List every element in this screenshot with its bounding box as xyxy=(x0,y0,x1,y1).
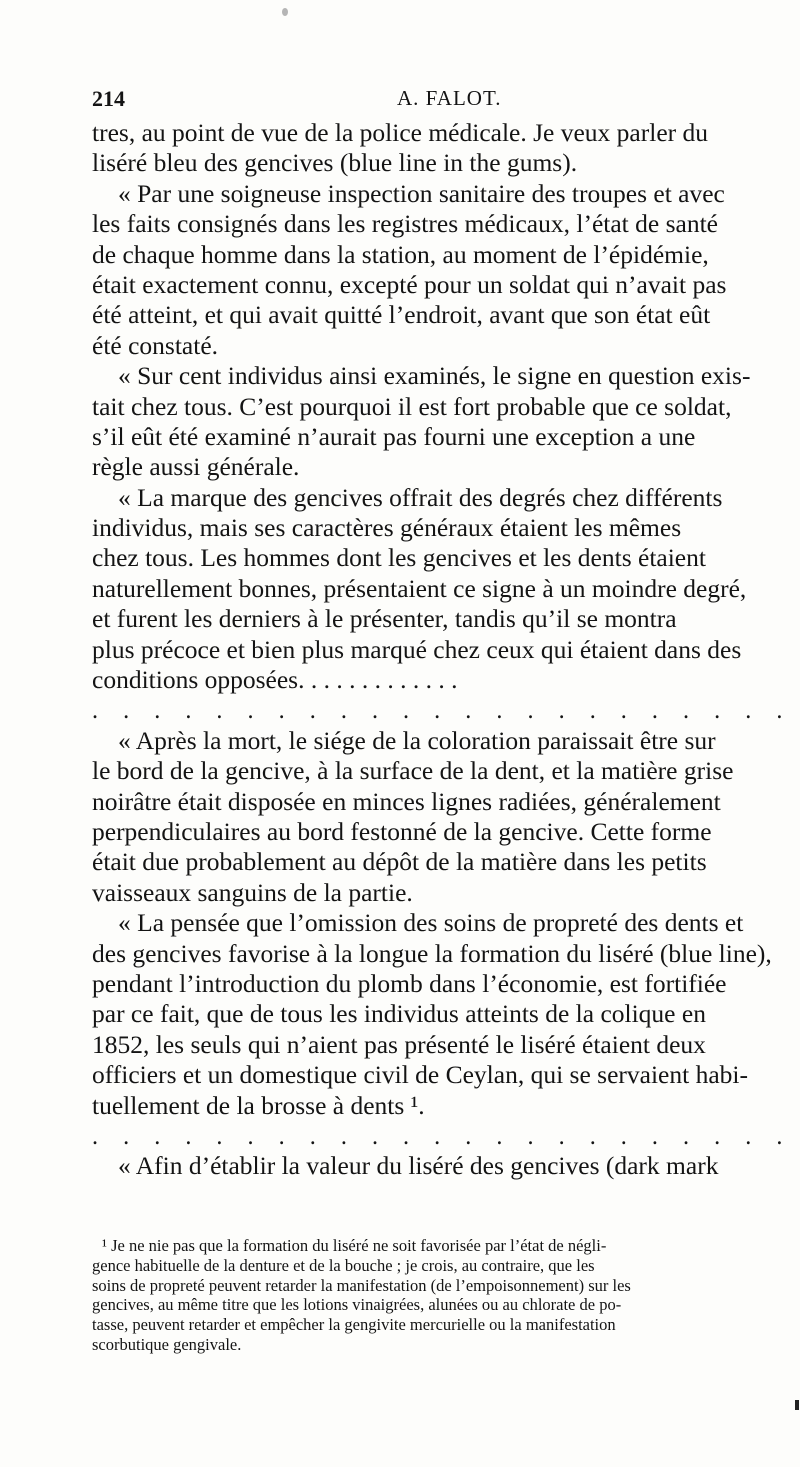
text-line: de chaque homme dans la station, au moment de l’épidémie, xyxy=(92,239,709,269)
ellipsis-line: . . . . . . . . . . . . . . . . . . . . . . . xyxy=(92,695,792,725)
text-line: « Sur cent individus ainsi examinés, le signe en question exis- xyxy=(118,361,751,391)
running-head: A. FALOT. xyxy=(397,86,502,110)
text-line: plus précoce et bien plus marqué chez ceux qui étaient dans des xyxy=(92,634,742,664)
footnote-line: gence habituelle de la denture et de la bouche ; je crois, au contraire, que les xyxy=(92,1255,595,1275)
text-line: officiers et un domestique civil de Ceylan, qui se servaient habi- xyxy=(92,1060,748,1090)
text-line: tuellement de la brosse à dents ¹. xyxy=(92,1090,425,1120)
text-line: naturellement bonnes, présentaient ce signe à un moindre degré, xyxy=(92,573,747,603)
footnote-line: ¹ Je ne nie pas que la formation du liséré ne soit favorisée par l’état de négli- xyxy=(102,1236,607,1255)
text-line: était due probablement au dépôt de la matière dans les petits xyxy=(92,847,707,877)
text-line: tres, au point de vue de la police médicale. Je veux parler du xyxy=(92,118,709,147)
text-line: perpendiculaires au bord festonné de la gencive. Cette forme xyxy=(92,816,712,846)
text-line: « Par une soigneuse inspection sanitaire des troupes et avec xyxy=(118,178,725,208)
text-line: liséré bleu des gencives (blue line in the gums). xyxy=(92,148,578,178)
text-line: noirâtre était disposée en minces lignes radiées, généralement xyxy=(92,786,721,816)
text-line: « La marque des gencives offrait des degrés chez différents xyxy=(118,482,723,512)
text-line: conditions opposées. . . . . . . . . . . . . xyxy=(92,665,458,695)
footnote-line: soins de propreté peuvent retarder la manifestation (de l’empoisonnement) sur les xyxy=(92,1275,631,1295)
text-line: chez tous. Les hommes dont les gencives et les dents étaient xyxy=(92,543,706,573)
footnote-line: tasse, peuvent retarder et empêcher la gengivite mercurielle ou la manifestation xyxy=(92,1315,616,1335)
text-line: par ce fait, que de tous les individus atteints de la colique en xyxy=(92,999,706,1029)
footnote-line: gencives, au même titre que les lotions vinaigrées, alunées ou au chlorate de po- xyxy=(92,1295,622,1315)
text-line: « Afin d’établir la valeur du liséré des gencives (dark mark xyxy=(118,1151,719,1181)
text-line: été constaté. xyxy=(92,330,219,360)
text-line: été atteint, et qui avait quitté l’endroit, avant que son état eût xyxy=(92,300,711,330)
text-line: et furent les derniers à le présenter, tandis qu’il se montra xyxy=(92,604,677,634)
edge-ink-mark xyxy=(795,1400,799,1410)
text-line: individus, mais ses caractères généraux étaient les mêmes xyxy=(92,513,682,543)
footnotes xyxy=(92,1236,782,1355)
text-line: 1852, les seuls qui n’aient pas présenté le liséré étaient deux xyxy=(92,1029,706,1059)
text-line: le bord de la gencive, à la surface de la dent, et la matière grise xyxy=(92,756,734,786)
text-line: vaisseaux sanguins de la partie. xyxy=(92,877,413,907)
text-line: les faits consignés dans les registres médicaux, l’état de santé xyxy=(92,209,718,239)
text-line: était exactement connu, excepté pour un soldat qui n’avait pas xyxy=(92,269,727,299)
page-header xyxy=(92,82,782,114)
page-number: 214 xyxy=(92,86,125,111)
text-line: « Après la mort, le siége de la coloration paraissait être sur xyxy=(118,725,716,755)
text-line: « La pensée que l’omission des soins de propreté des dents et xyxy=(118,908,744,938)
ellipsis-line: . . . . . . . . . . . . . . . . . . . . . . . xyxy=(92,1120,792,1150)
text-line: pendant l’introduction du plomb dans l’économie, est fortifiée xyxy=(92,968,727,998)
text-line: des gencives favorise à la longue la formation du liséré (blue line), xyxy=(92,938,772,968)
footnote-line: scorbutique gengivale. xyxy=(92,1334,242,1354)
text-line: tait chez tous. C’est pourquoi il est fort probable que ce soldat, xyxy=(92,391,732,421)
text-line: règle aussi générale. xyxy=(92,452,300,482)
text-line: s’il eût été examiné n’aurait pas fourni une exception a une xyxy=(92,421,696,451)
ink-speck xyxy=(282,8,288,16)
body-text xyxy=(92,118,792,1182)
